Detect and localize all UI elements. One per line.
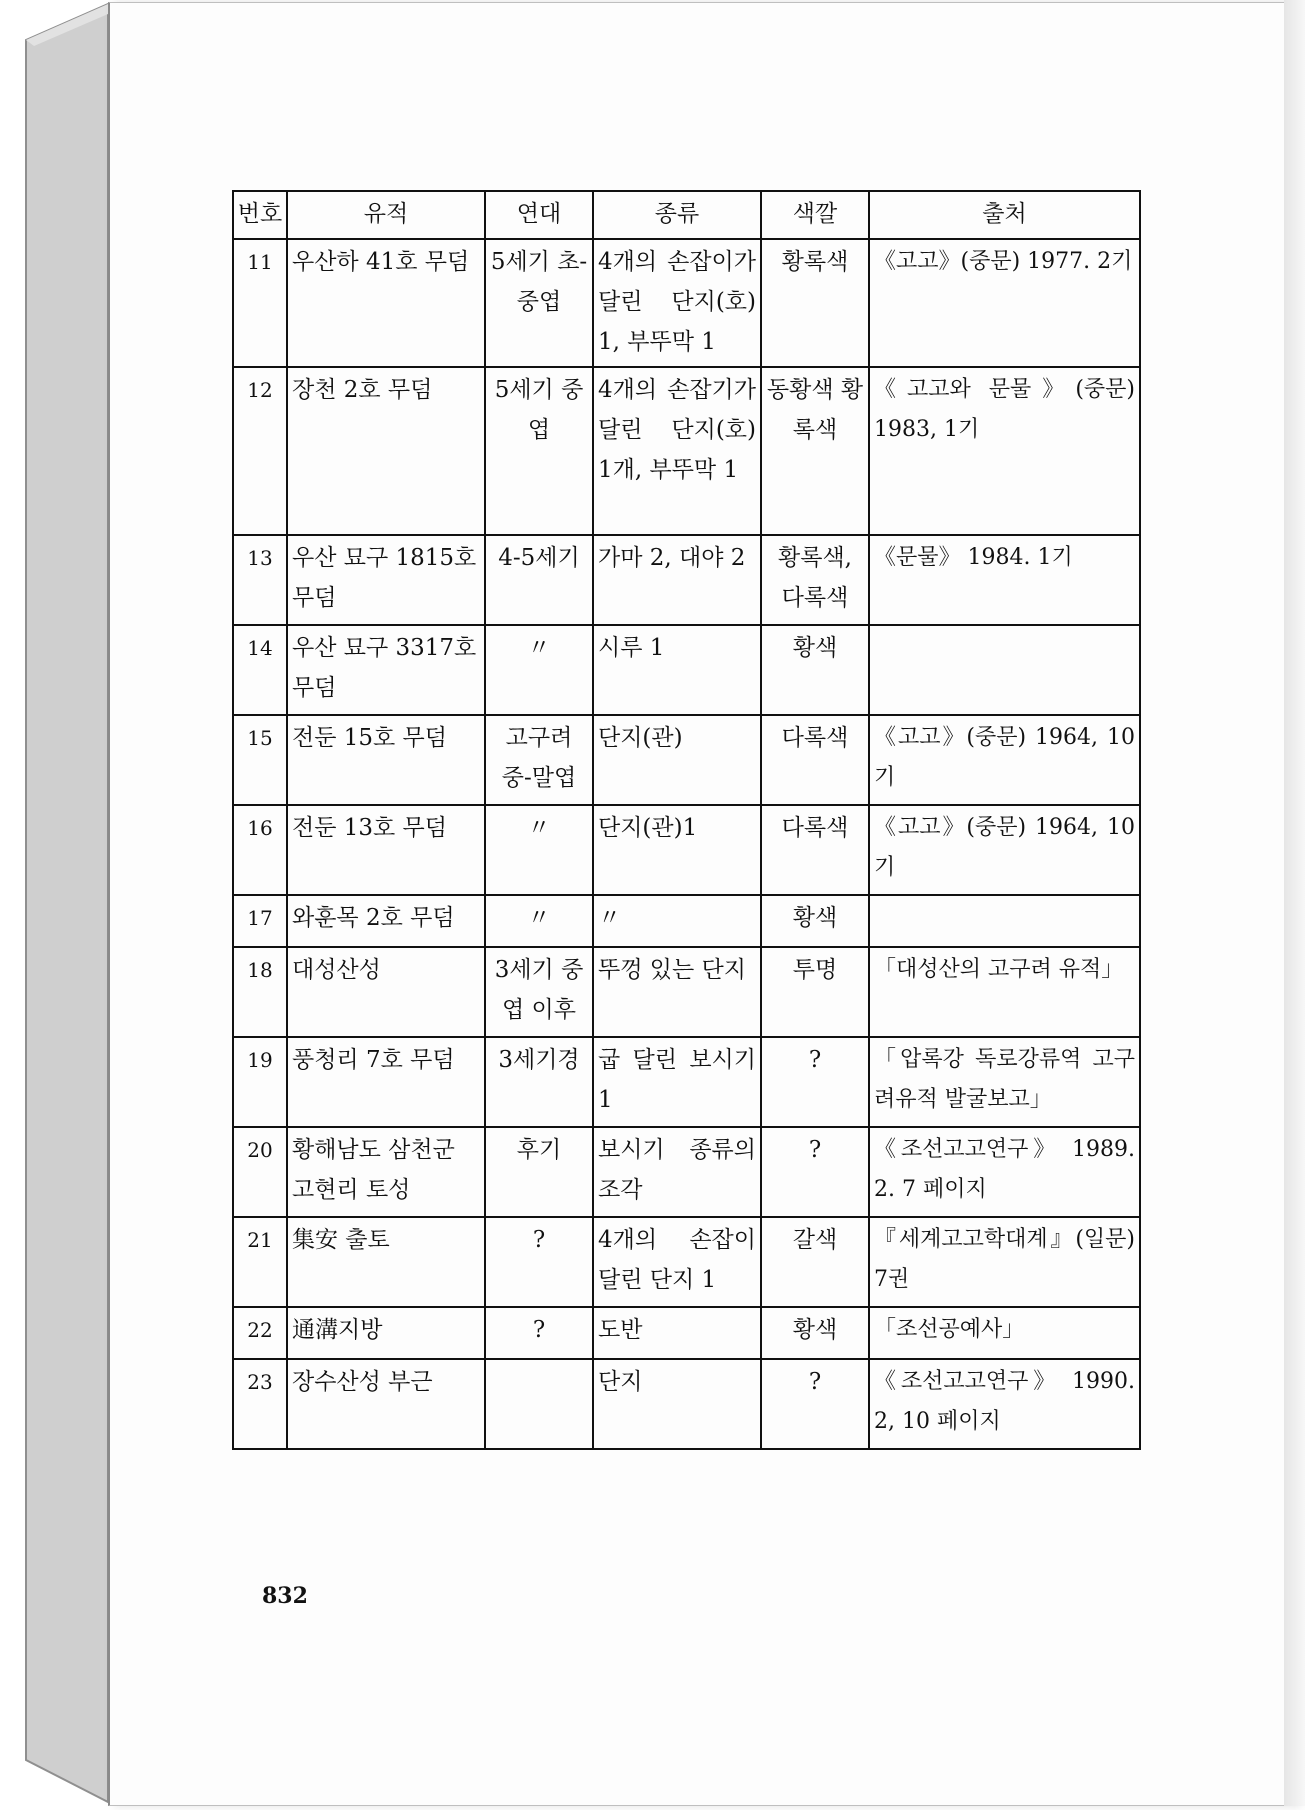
row-source: 《고고》(중문) 1964, 10기 [869, 805, 1140, 895]
row-site: 장수산성 부근 [287, 1359, 485, 1449]
row-color: ? [761, 1037, 869, 1127]
row-source [869, 625, 1140, 715]
table-row [233, 1217, 1140, 1307]
header-kind: 종류 [593, 191, 761, 239]
table-row [233, 1037, 1140, 1127]
row-era: 5세기 중엽 [485, 367, 593, 535]
row-era: 고구려 중-말엽 [485, 715, 593, 805]
row-site: 전둔 13호 무덤 [287, 805, 485, 895]
table-row [233, 1307, 1140, 1359]
row-color: 황록색 [761, 239, 869, 367]
row-source [869, 895, 1140, 947]
row-number: 19 [233, 1037, 287, 1127]
page-edge [1284, 0, 1305, 1806]
row-site: 集安 출토 [287, 1217, 485, 1307]
row-number: 12 [233, 367, 287, 535]
row-number: 18 [233, 947, 287, 1037]
row-number: 23 [233, 1359, 287, 1449]
row-kind: 4개의 손잡이 달린 단지 1 [593, 1217, 761, 1307]
row-number: 15 [233, 715, 287, 805]
row-era: 〃 [485, 895, 593, 947]
row-era: 3세기경 [485, 1037, 593, 1127]
table-header-row [233, 191, 1140, 239]
row-site: 황해남도 삼천군 고현리 토성 [287, 1127, 485, 1217]
page-number: 832 [262, 1583, 308, 1609]
row-kind: 4개의 손잡이가 달린 단지(호) 1, 부뚜막 1 [593, 239, 761, 367]
row-site: 풍청리 7호 무덤 [287, 1037, 485, 1127]
row-kind: 뚜껑 있는 단지 [593, 947, 761, 1037]
row-site: 전둔 15호 무덤 [287, 715, 485, 805]
row-era: 〃 [485, 625, 593, 715]
table-row [233, 367, 1140, 535]
row-color: 다록색 [761, 715, 869, 805]
row-number: 16 [233, 805, 287, 895]
row-era: 5세기 초-중엽 [485, 239, 593, 367]
row-kind: 단지(관)1 [593, 805, 761, 895]
row-era: 4-5세기 [485, 535, 593, 625]
row-source: 《조선고고연구》 1990. 2, 10 페이지 [869, 1359, 1140, 1449]
row-number: 13 [233, 535, 287, 625]
row-era: 3세기 중엽 이후 [485, 947, 593, 1037]
row-site: 通溝지방 [287, 1307, 485, 1359]
row-site: 우산 묘구 3317호 무덤 [287, 625, 485, 715]
row-color: 다록색 [761, 805, 869, 895]
row-kind: 시루 1 [593, 625, 761, 715]
row-site: 장천 2호 무덤 [287, 367, 485, 535]
row-number: 14 [233, 625, 287, 715]
row-kind: 〃 [593, 895, 761, 947]
row-era: 후기 [485, 1127, 593, 1217]
row-color: 황색 [761, 625, 869, 715]
row-kind: 굽 달린 보시기 1 [593, 1037, 761, 1127]
table-row [233, 1127, 1140, 1217]
row-color: 투명 [761, 947, 869, 1037]
table-row [233, 625, 1140, 715]
row-kind: 도반 [593, 1307, 761, 1359]
row-color: 갈색 [761, 1217, 869, 1307]
row-color: 동황색 황록색 [761, 367, 869, 535]
header-site: 유적 [287, 191, 485, 239]
row-site: 와훈목 2호 무덤 [287, 895, 485, 947]
row-kind: 보시기 종류의 조각 [593, 1127, 761, 1217]
row-number: 17 [233, 895, 287, 947]
row-era: ? [485, 1307, 593, 1359]
header-number: 번호 [233, 191, 287, 239]
row-kind: 4개의 손잡기가 달린 단지(호) 1개, 부뚜막 1 [593, 367, 761, 535]
row-number: 20 [233, 1127, 287, 1217]
table-row [233, 535, 1140, 625]
row-kind: 단지 [593, 1359, 761, 1449]
row-number: 22 [233, 1307, 287, 1359]
row-site: 대성산성 [287, 947, 485, 1037]
row-source: 「대성산의 고구려 유적」 [869, 947, 1140, 1037]
table-row [233, 947, 1140, 1037]
row-source: 『세계고고학대계』(일문) 7권 [869, 1217, 1140, 1307]
row-era: ? [485, 1217, 593, 1307]
table-row [233, 895, 1140, 947]
row-color: 황록색, 다록색 [761, 535, 869, 625]
header-source: 출처 [869, 191, 1140, 239]
row-number: 21 [233, 1217, 287, 1307]
row-source: 「조선공예사」 [869, 1307, 1140, 1359]
table-row [233, 715, 1140, 805]
row-source: 《고고》(중문) 1964, 10기 [869, 715, 1140, 805]
row-color: 황색 [761, 1307, 869, 1359]
artifact-table [232, 190, 1141, 1450]
row-number: 11 [233, 239, 287, 367]
row-source: 《문물》 1984. 1기 [869, 535, 1140, 625]
row-era [485, 1359, 593, 1449]
row-site: 우산 묘구 1815호 무덤 [287, 535, 485, 625]
row-color: ? [761, 1359, 869, 1449]
header-color: 색깔 [761, 191, 869, 239]
table-row [233, 805, 1140, 895]
header-era: 연대 [485, 191, 593, 239]
row-kind: 단지(관) [593, 715, 761, 805]
table-row [233, 239, 1140, 367]
table-row [233, 1359, 1140, 1449]
row-era: 〃 [485, 805, 593, 895]
row-color: 황색 [761, 895, 869, 947]
row-color: ? [761, 1127, 869, 1217]
row-source: 「압록강 독로강류역 고구려유적 발굴보고」 [869, 1037, 1140, 1127]
row-source: 《조선고고연구》 1989. 2. 7 페이지 [869, 1127, 1140, 1217]
row-source: 《고고》(중문) 1977. 2기 [869, 239, 1140, 367]
row-kind: 가마 2, 대야 2 [593, 535, 761, 625]
row-site: 우산하 41호 무덤 [287, 239, 485, 367]
row-source: 《고고와 문물》(중문) 1983, 1기 [869, 367, 1140, 535]
